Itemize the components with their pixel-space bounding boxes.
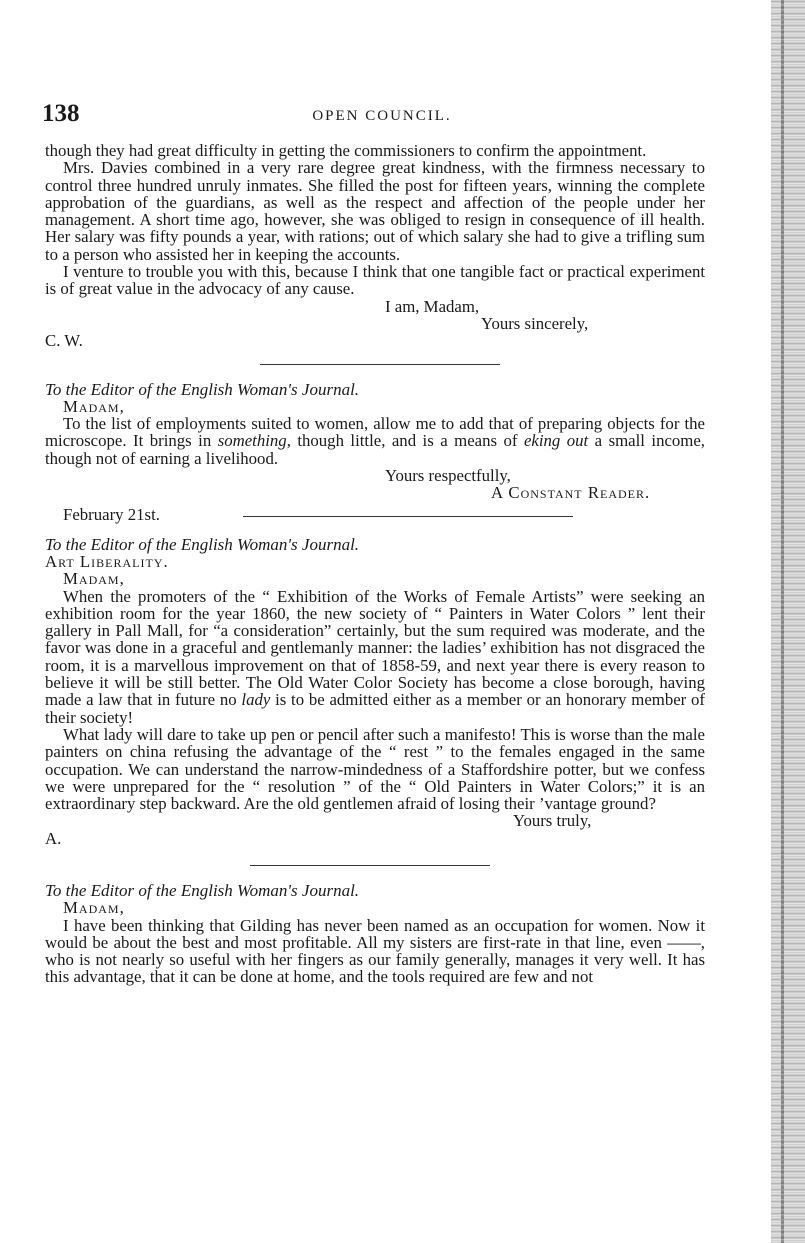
letter-heading: To the Editor of the English Woman's Journal. [45,534,360,554]
letter-heading: To the Editor of the English Woman's Journal. [45,880,360,900]
page-text [45,142,705,986]
signature: A. [45,828,62,848]
signature: C. W. [45,331,83,351]
letter-constant-reader [45,381,705,528]
letter-date: February 21st. [63,504,160,524]
section-divider [243,516,573,517]
closing-line: Yours truly, [513,811,592,831]
letter-paragraph: To the list of employments suited to women, allow me to add that of preparing objects for the microscope. It brings in something, though little, and is a means of eking out a small income, though not of earning a livelihood. [45,414,706,468]
letter-paragraph: though they had great difficulty in getting the commissioners to confirm the appointment. [45,141,647,160]
book-binding-edge [771,0,805,1243]
letter-gilding [45,882,705,986]
letter-paragraph: I venture to trouble you with this, because I think that one tangible fact or practical experiment is of great value in the advocacy of any cause. [45,262,705,299]
signature: A Constant Reader. [491,483,651,503]
page-header [42,100,702,140]
letter-paragraph: When the promoters of the “ Exhibition of the Works of Female Artists” were seeking an exhibition room for the year 1860, the new society of “ Painters in Water Colors ” lent their gallery in Pall Mall, for “a consideration” certainly, but the sum required was moderate, and the favor was done in a graceful and gentlemanly manner: the ladies’ exhibition has not disgraced the room, it is a marvellous improvement on that of 1858-59, and next year there is every reason to believe it will be still better. The Old Water Color Society has become a close borough, having made a law that in future no lady is to be admitted either as a member or an honorary member of their society! [45,586,705,727]
letter-paragraph: I have been thinking that Gilding has never been named as an occupation for women. Now it would be about the best and most profitable. All my sisters are first-rate in that line, even ——, who is not nearly so useful with her fingers as our family generally, manages it very well. It has this advantage, that it can be done at home, and the tools required are few and not [45,915,705,987]
letter-cw [45,142,705,350]
closing-line: Yours sincerely, [481,313,589,333]
page-number: 138 [42,100,80,127]
date-row [45,502,705,528]
letter-heading: To the Editor of the English Woman's Journal. [45,379,360,399]
letter-paragraph: What lady will dare to take up pen or pencil after such a manifesto! This is worse than the male painters on china refusing the advantage of the “ rest ” to the females engaged in the same occupation. We can understand the narrow-mindedness of a Staffordshire potter, but we confess we were unprepared for the “ resolution ” of the “ Old Painters in Water Colors;” it is an extraordinary step backward. Are the old gentlemen afraid of losing their ’vantage ground? [45,724,705,814]
closing-line: I am, Madam, [385,296,480,316]
letter-art-liberality [45,536,705,847]
letter-paragraph: Mrs. Davies combined in a very rare degree great kindness, with the firmness necessary to control three hundred unruly inmates. She filled the post for fifteen years, winning the complete approbation of the guardians, as well as the respect and affection of the people under her management. A short time ago, however, she was obliged to resign in consequence of ill health. Her salary was fifty pounds a year, with rations; out of which salary she had to give a trifling sum to a person who assisted her in keeping the accounts. [45,158,705,264]
salutation: Madam, [63,569,125,589]
section-divider [250,865,490,866]
running-head: OPEN COUNCIL. [312,108,452,124]
closing-line: Yours respectfully, [385,466,511,486]
salutation: Madam, [63,396,125,416]
letter-subheading: Art Liberality. [45,551,169,571]
salutation: Madam, [63,898,125,918]
section-divider [260,364,500,365]
